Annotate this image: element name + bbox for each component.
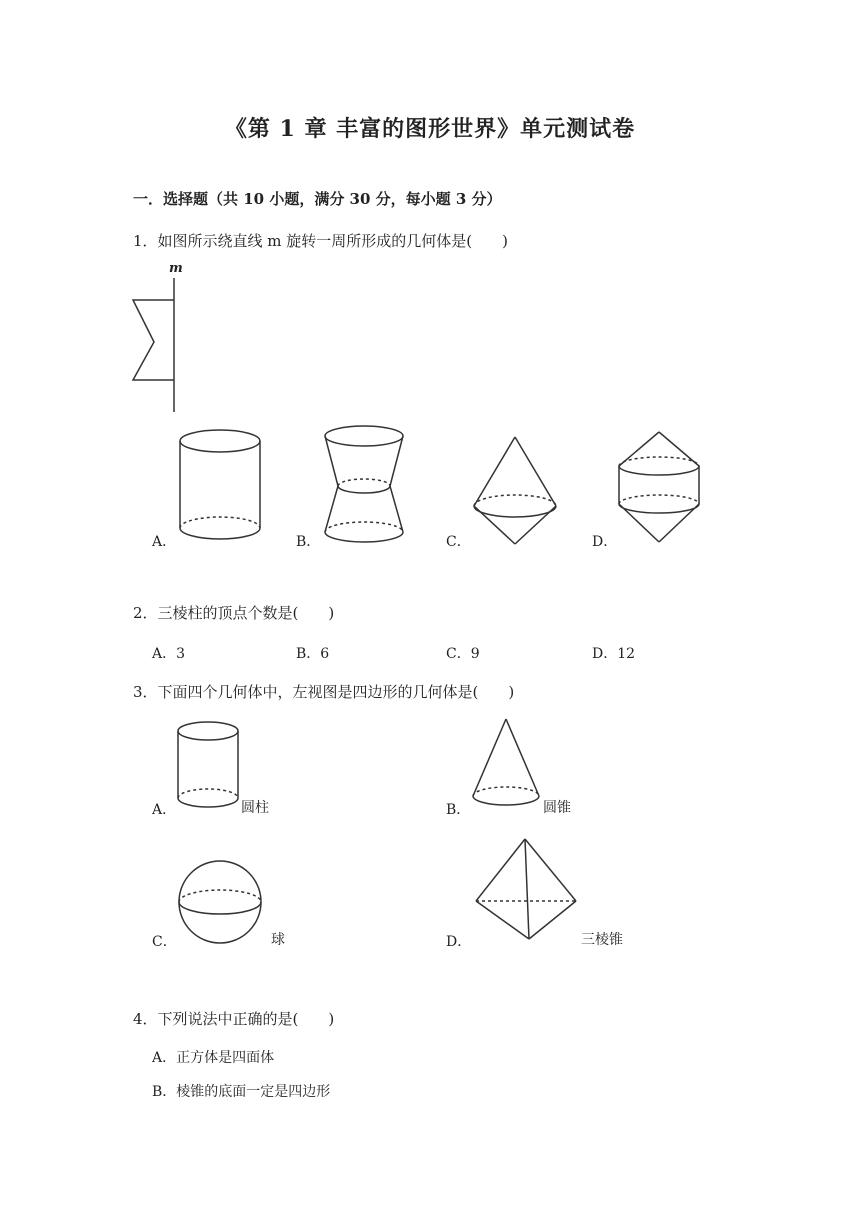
q1-option-c-letter[interactable]: C．: [446, 534, 471, 550]
q3-option-c-sphere: [176, 858, 266, 948]
q3-option-a-letter[interactable]: A．: [152, 802, 177, 818]
q4-option-a-value: 正方体是四面体: [176, 1050, 275, 1066]
question-4-text: 4．下列说法中正确的是( ): [133, 1010, 335, 1028]
q2-option-b-value: 6: [320, 646, 330, 662]
q2-option-b[interactable]: [296, 643, 329, 663]
q4-option-b-value: 棱锥的底面一定是四边形: [176, 1084, 331, 1100]
q3-option-b-cone: [470, 716, 544, 814]
q2-option-a-letter: A．: [152, 646, 177, 662]
q1-option-d-cylinder-with-cones: [612, 428, 708, 548]
q3-option-c-caption: 球: [271, 932, 285, 948]
q3-option-a-cylinder: [176, 720, 242, 812]
q2-option-d-value: 12: [617, 646, 636, 662]
question-1-text: 1．如图所示绕直线 m 旋转一周所形成的几何体是( ): [133, 232, 509, 250]
q3-option-a-caption: 圆柱: [241, 800, 269, 816]
q3-option-d-letter[interactable]: D．: [446, 934, 472, 950]
q2-option-c[interactable]: [446, 643, 480, 663]
q4-option-a-letter: A．: [152, 1050, 177, 1066]
q3-option-c-letter[interactable]: C．: [152, 934, 177, 950]
q1-option-d-letter[interactable]: D．: [592, 534, 618, 550]
q3-option-b-letter[interactable]: B．: [446, 802, 471, 818]
q1-option-a-letter[interactable]: A．: [152, 534, 177, 550]
q3-option-d-caption: 三棱锥: [581, 932, 623, 948]
q1-option-a-cylinder: [172, 428, 268, 544]
q1-option-b-letter[interactable]: B．: [296, 534, 321, 550]
q3-option-b-caption: 圆锥: [543, 800, 571, 816]
q1-source-figure: [125, 262, 195, 422]
q4-option-b-letter: B．: [152, 1084, 177, 1100]
q1-option-b-frustums: [318, 424, 414, 548]
q1-option-c-double-cone: [468, 434, 564, 548]
question-2-text: 2．三棱柱的顶点个数是( ): [133, 604, 335, 622]
q4-option-a[interactable]: [152, 1047, 274, 1067]
q2-option-a-value: 3: [176, 646, 186, 662]
q2-option-d[interactable]: [592, 643, 635, 663]
q2-option-c-letter: C．: [446, 646, 471, 662]
q2-option-c-value: 9: [470, 646, 480, 662]
page-title: 《第 1 章 丰富的图形世界》单元测试卷: [224, 116, 636, 142]
section-heading: 一．选择题（共 10 小题，满分 30 分，每小题 3 分）: [133, 190, 502, 208]
q2-option-b-letter: B．: [296, 646, 321, 662]
q3-option-d-triangular-pyramid: [472, 836, 582, 946]
q2-option-a[interactable]: [152, 643, 185, 663]
question-3-text: 3．下面四个几何体中，左视图是四边形的几何体是( ): [133, 683, 515, 701]
q4-option-b[interactable]: [152, 1081, 330, 1101]
q2-option-d-letter: D．: [592, 646, 618, 662]
axis-label-m: m: [169, 261, 183, 276]
